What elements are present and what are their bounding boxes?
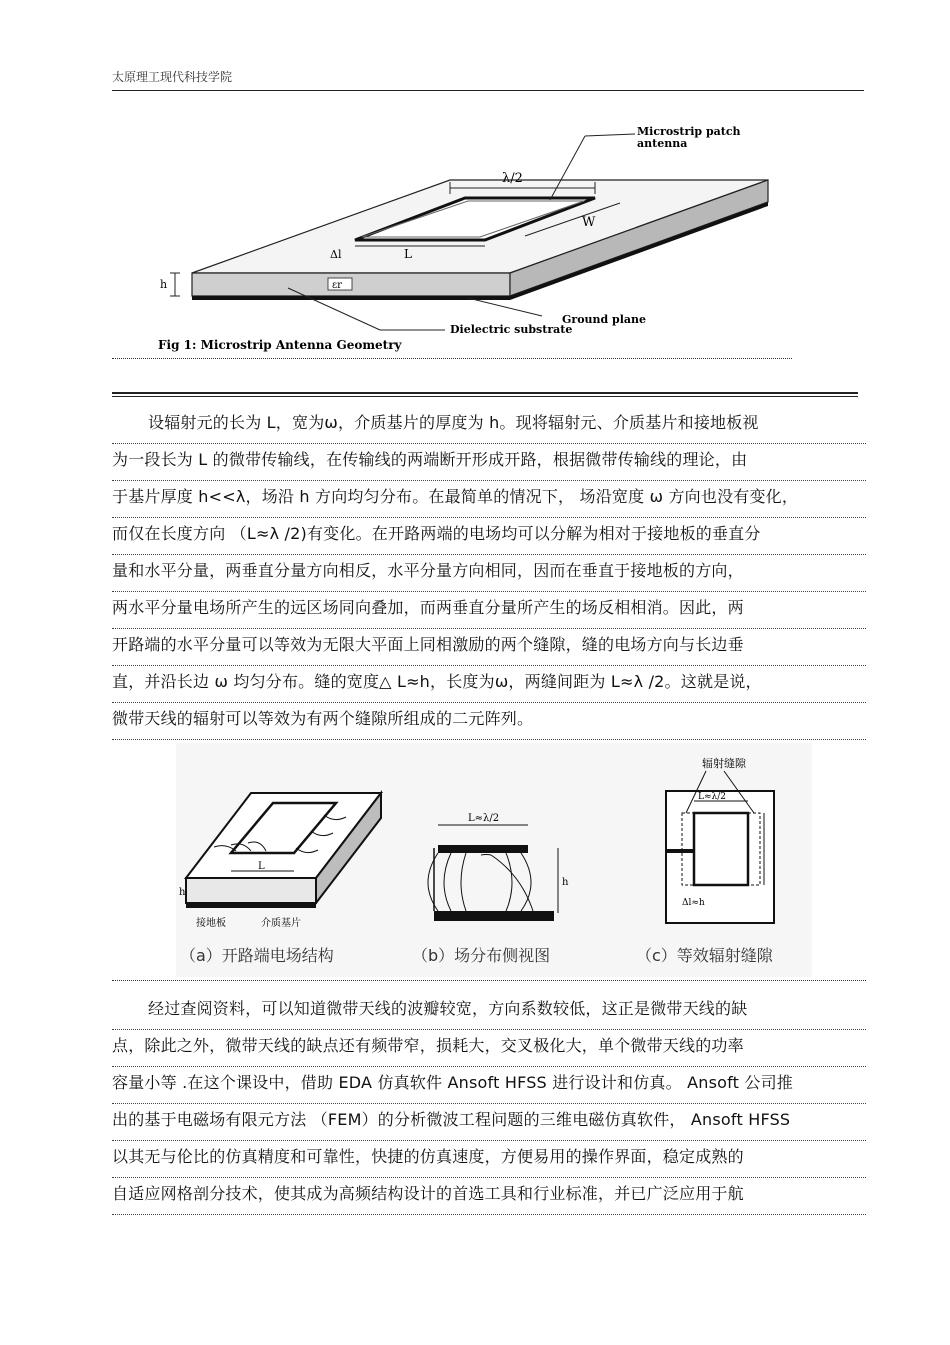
a-substrate-label: 介质基片 [261,918,301,929]
caption-c: （c）等效辐射缝隙 [636,946,773,965]
b-field-lines [428,853,533,911]
patch-label-2: antenna [637,137,688,150]
figure2-dotted-rule [112,980,866,981]
w-label: W [582,215,596,230]
b-h-label: h [562,877,569,888]
figure1-dotted-rule [112,358,792,359]
dielectric-label: Dielectric substrate [450,323,573,336]
figure-radiating-slots [176,743,812,977]
a-h-label: h [179,887,186,898]
paragraph1-line: 微带天线的辐射可以等效为有两个缝隙所组成的二元阵列。 [112,703,866,740]
a-substrate-front [186,878,316,903]
a-l-label: L [258,861,265,872]
paragraph2-line: 经过查阅资料，可以知道微带天线的波瓣较宽，方向系数较低，这正是微带天线的缺 [112,993,866,1030]
caption-b: （b）场分布侧视图 [412,946,551,965]
figure-microstrip-geometry [150,118,850,358]
subfigure-a [179,793,381,929]
paragraph1-line: 而仅在长度方向 （L≈λ /2)有变化。在开路两端的电场均可以分解为相对于接地板的垂直分 [112,518,866,555]
a-ground-label: 接地板 [196,918,226,929]
paragraph2-line: 自适应网格剖分技术，使其成为高频结构设计的首选工具和行业标准，并已广泛应用于航 [112,1178,866,1215]
ground-plane-label: Ground plane [562,313,647,326]
figure1-caption: Fig 1: Microstrip Antenna Geometry [158,338,402,352]
er-label: εr [332,280,342,291]
ground-leader [468,298,542,316]
l-label: L [404,247,412,261]
c-lapprox-label: L≈λ/2 [698,792,726,802]
page-header [112,68,864,91]
b-lapprox-label: L≈λ/2 [468,813,500,824]
caption-a: （a）开路端电场结构 [180,946,334,965]
section-rule-bottom [112,396,858,397]
paragraph1-line: 为一段长为 L 的微带传输线，在传输线的两端断开形成开路，根据微带传输线的理论，由 [112,444,866,481]
patch-leader-tail [585,134,635,136]
paragraph-hfss-intro [112,993,866,1215]
patch-label: Microstrip patch [637,125,741,138]
radiating-slots-drawing [176,743,812,977]
subfigure-b [428,813,569,921]
paragraph2-line: 容量小等 .在这个课设中，借助 EDA 仿真软件 Ansoft HFSS 进行设计和仿真。 Ansoft 公司推 [112,1067,866,1104]
delta-l-label: Δl [330,248,342,261]
section-rule-top [112,392,858,394]
h-label: h [160,278,168,291]
c-patch [694,813,748,885]
paragraph1-line: 两水平分量电场所产生的远区场同向叠加，而两垂直分量所产生的场反相相消。因此，两 [112,592,866,629]
paragraph1-line: 设辐射元的长为 L，宽为ω，介质基片的厚度为 h。现将辐射元、介质基片和接地板视 [112,407,866,444]
paragraph1-line: 于基片厚度 h<<λ，场沿 h 方向均匀分布。在最简单的情况下， 场沿宽度 ω 方向也没有变化， [112,481,866,518]
microstrip-geometry-drawing [150,118,850,358]
paragraph1-line: 开路端的水平分量可以等效为无限大平面上同相激励的两个缝隙，缝的电场方向与长边垂 [112,629,866,666]
b-ground [434,911,554,921]
c-slot-label: 辐射缝隙 [702,757,746,770]
institution-name: 太原理工现代科技学院 [112,70,233,84]
paragraph2-line: 出的基于电磁场有限元方法 （FEM）的分析微波工程问题的三维电磁仿真软件， Ansoft HFSS [112,1104,866,1141]
b-patch [438,845,528,853]
paragraph2-line: 以其无与伦比的仿真精度和可靠性，快捷的仿真速度，方便易用的操作界面，稳定成熟的 [112,1141,866,1178]
paragraph1-line: 量和水平分量，两垂直分量方向相反，水平分量方向相同，因而在垂直于接地板的方向， [112,555,866,592]
subfigure-c [666,756,774,923]
paragraph-radiation-theory [112,407,866,740]
c-dl-label: Δl≈h [682,898,705,908]
lambda-label: λ/2 [502,171,523,186]
paragraph2-line: 点，除此之外，微带天线的缺点还有频带窄，损耗大，交叉极化大，单个微带天线的功率 [112,1030,866,1067]
paragraph1-line: 直，并沿长边 ω 均匀分布。缝的宽度△ L≈h，长度为ω，两缝间距为 L≈λ /2。这就是说， [112,666,866,703]
